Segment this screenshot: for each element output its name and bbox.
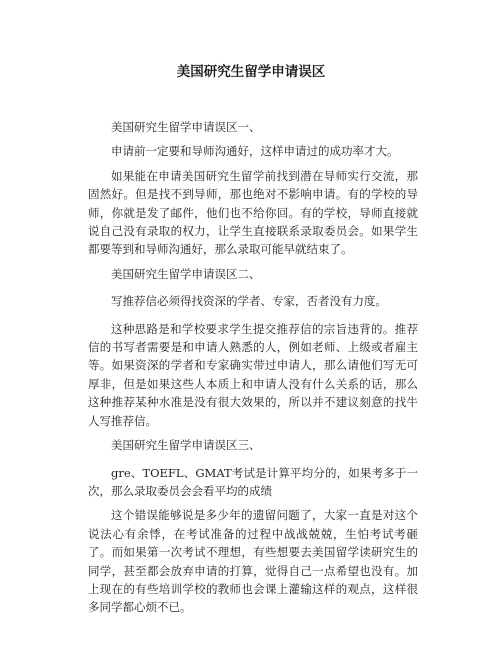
misconception-statement-2: 写推荐信必须得找资深的学者、专家，否者没有力度。 [111, 294, 387, 309]
misconception-statement-1: 申请前一定要和导师沟通好，这样申请过的成功率才大。 [111, 144, 399, 159]
body-paragraph-2: 这种思路是和学校要求学生提交推荐信的宗旨违背的。推荐信的书写者需要是和申请人熟悉的人，例如老师、上级或者雇主等。如果资深的学者和专家确实带过申请人，那么请他们写无可厚非，但是如果这些人本质上和申请人没有什么关系的话，那么这种推荐某种水准是没有很大效果的，所以并不建议刻意的找牛人写推荐信。 [88, 321, 418, 428]
section-heading-3: 美国研究生留学申请误区三、 [111, 438, 261, 453]
body-paragraph-3: 这个错误能够说是多少年的遗留问题了，大家一直是对这个说法心有余悸，在考试准备的过程中战战兢兢，生怕考试考砸了。而如果第一次考试不理想，有些想要去美国留学读研究生的同学，甚至都会放弃申请的打算，觉得自己一点希望也没有。加上现在的有些培训学校的教师也会课上灌输这样的观点，这样很多同学都心烦不已。 [88, 508, 418, 615]
section-heading-2: 美国研究生留学申请误区二、 [111, 266, 261, 281]
section-heading-1: 美国研究生留学申请误区一、 [111, 120, 261, 134]
document-body [88, 118, 418, 617]
misconception-statement-3: gre、TOEFL、GMAT考试是计算平均分的，如果考多于一次，那么录取委员会会看平均的成绩 [88, 465, 418, 498]
body-paragraph-1: 如果能在申请美国研究生留学前找到潜在导师实行交流，那固然好。但是找不到导师，那也绝对不影响申请。有的学校的导师，你就是发了邮件，他们也不给你回。有的学校，导师直接就说自己没有录取的权力，让学生直接联系录取委员会。如果学生都要等到和导师沟通好，那么录取可能早就结束了。 [88, 168, 418, 257]
document-title: 美国研究生留学申请误区 [176, 64, 326, 80]
